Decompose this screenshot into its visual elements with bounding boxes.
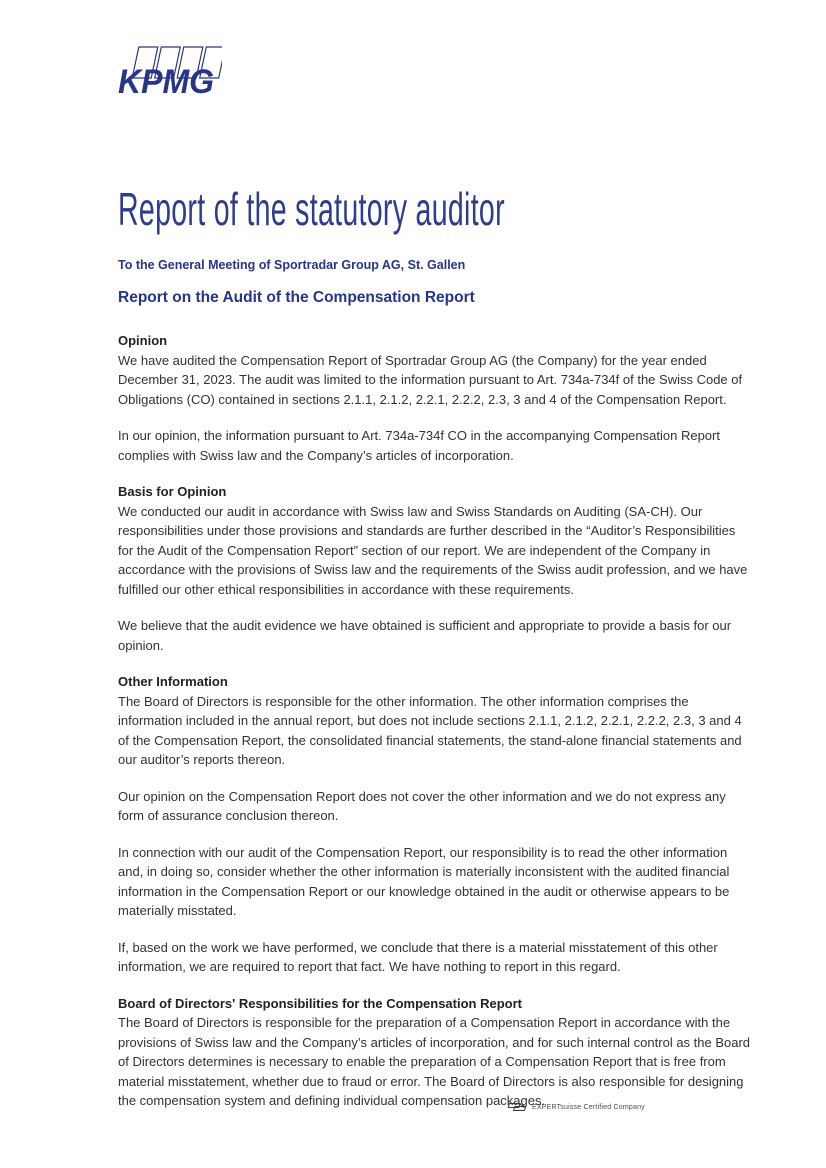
kpmg-logo-icon xyxy=(118,46,222,96)
section-heading: Board of Directors' Responsibilities for the Compensation Report xyxy=(118,995,522,1011)
kpmg-logo-text: KPMG xyxy=(118,63,214,96)
section-opinion xyxy=(118,331,752,465)
report-section-title: Report on the Audit of the Compensation Report xyxy=(118,289,475,306)
paragraph: In our opinion, the information pursuant to Art. 734a-734f CO in the accompanying Compensation Report complies with Swiss law and the Company’s articles of incorporation. xyxy=(118,428,720,463)
paragraph: The Board of Directors is responsible for the other information. The other information comprises the information included in the annual report, but does not include sections 2.1.1, 2.1.2, 2.2.1, 2.2.2, 2.3, 3 and 4 of the Compensation Report, the consolidated financial statements, the stand-alone financial statements and our auditor’s reports thereon. xyxy=(118,693,742,767)
section-other-information xyxy=(118,672,752,977)
kpmg-logo xyxy=(118,46,222,96)
document-title: Report of the statutory auditor xyxy=(118,183,505,235)
certification-footer xyxy=(507,1101,645,1113)
paragraph: Our opinion on the Compensation Report does not cover the other information and we do not express any form of assurance conclusion thereon. xyxy=(118,788,726,823)
section-basis-for-opinion xyxy=(118,482,752,655)
certification-label: EXPERTsuisse Certified Company xyxy=(532,1103,645,1111)
paragraph: We have audited the Compensation Report of Sportradar Group AG (the Company) for the year ended December 31, 2023. The audit was limited to the information pursuant to Art. 734a-734f of the Swiss Code of Obligations (CO) contained in sections 2.1.1, 2.1.2, 2.2.1, 2.2.2, 2.3, 3 and 4 of the Compensation Report. xyxy=(118,352,743,407)
paragraph: The Board of Directors is responsible for the preparation of a Compensation Report in accordance with the provisions of Swiss law and the Company’s articles of incorporation, and for such internal control as the Board of Directors determines is necessary to enable the preparation of a Compensation Report that is free from material misstatement, whether due to fraud or error. The Board of Directors is also responsible for designing the compensation system and defining individual compensation packages. xyxy=(118,1015,751,1108)
paragraph: If, based on the work we have performed, we conclude that there is a material misstatement of this other information, we are required to report that fact. We have nothing to report in this regard. xyxy=(118,939,718,974)
expertsuisse-icon xyxy=(507,1101,527,1113)
paragraph: In connection with our audit of the Compensation Report, our responsibility is to read the other information and, in doing so, consider whether the other information is materially inconsistent with the audited financial information in the Compensation Report or our knowledge obtained in the audit or otherwise appears to be materially misstated. xyxy=(118,844,730,918)
paragraph: We conducted our audit in accordance with Swiss law and Swiss Standards on Auditing (SA-CH). Our responsibilities under those provisions and standards are further described in the “Auditor’s Responsibilities for the Audit of the Compensation Report” section of our report. We are independent of the Company in accordance with the provisions of Swiss law and the requirements of the Swiss audit profession, and we have fulfilled our other ethical responsibilities in accordance with these requirements. xyxy=(118,503,748,597)
section-heading: Basis for Opinion xyxy=(118,484,227,499)
addressee-line: To the General Meeting of Sportradar Group AG, St. Gallen xyxy=(118,258,466,272)
report-sections xyxy=(118,331,752,1111)
report-content xyxy=(118,0,752,1128)
section-heading: Opinion xyxy=(118,333,168,348)
paragraph: We believe that the audit evidence we have obtained is sufficient and appropriate to provide a basis for our opinion. xyxy=(118,618,732,653)
section-board-responsibilities xyxy=(118,994,752,1111)
section-heading: Other Information xyxy=(118,674,228,689)
